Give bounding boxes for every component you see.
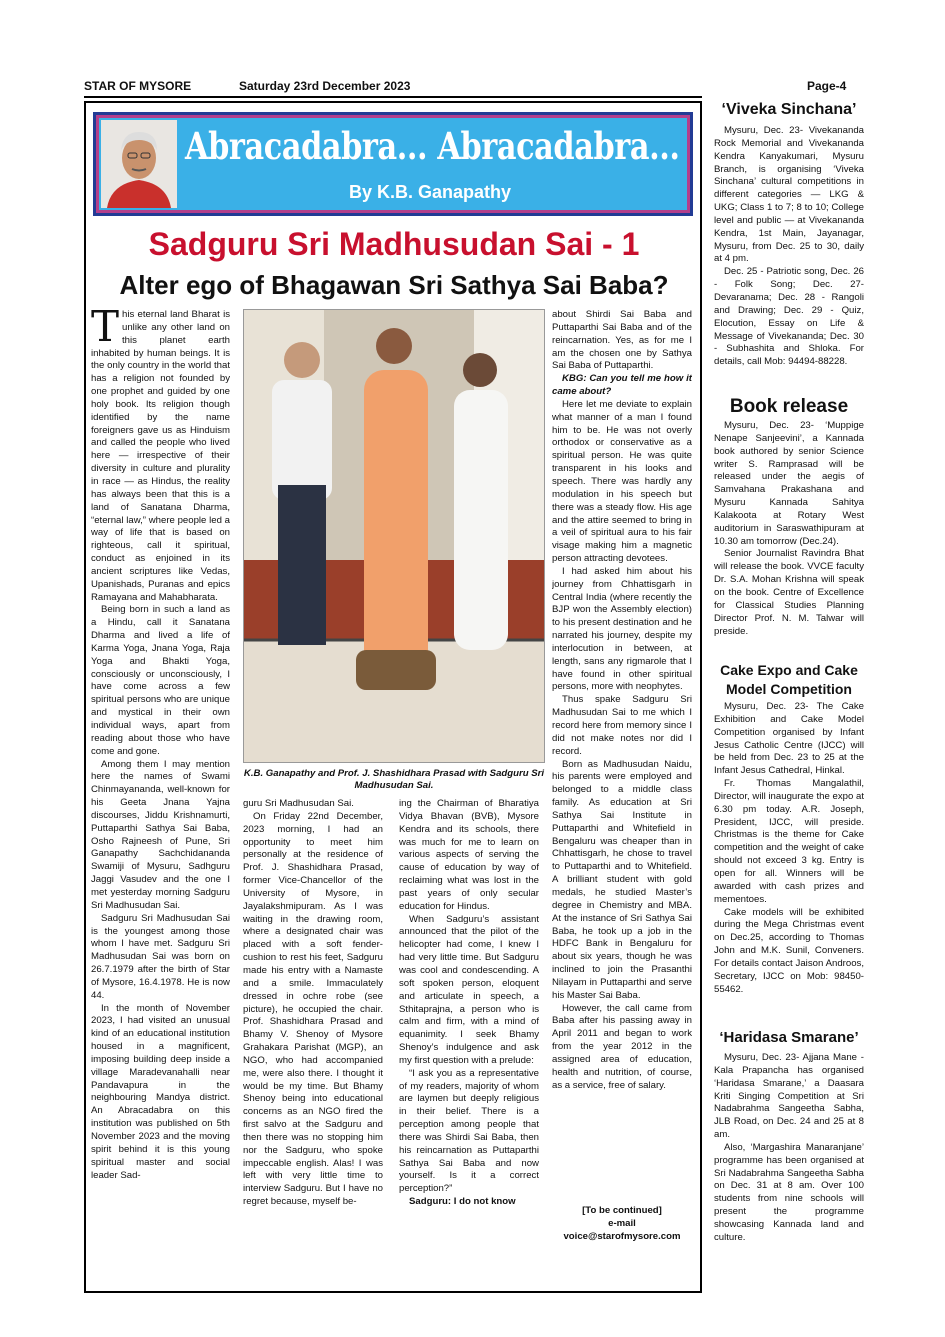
drop-cap: T [91, 309, 120, 351]
sidebar-paragraph: Fr. Thomas Mangalathil, Director, will inaugurate the expo at 6.30 pm today. A.R. Joseph, President, IJCC, will preside. Christmas is the theme for Cake competition and the weight of cake should not exceed 3 kg. Entry is open for all. Winners will be awarded with cash prizes and mementoes. [714, 778, 864, 905]
article-paragraph: ing the Chairman of Bharatiya Vidya Bhavan (BVB), Mysore Kendra and its schools, there was much for me to learn on various aspects of serving the cause of education by way of reclaiming what was lost in the past years of only secular education for Hindus. [399, 798, 539, 912]
page-number: Page-4 [807, 79, 847, 93]
article-paragraph: Being born in such a land as a Hindu, call it Sanatana Dharma and lived a life of Karma Yoga, Jnana Yoga, Raja Yoga and Bhakti Yoga, consciously or unconsciously, I have come across a few spiritual persons who are unique and mystical in their own individual ways, apart from reading about those who have come and gone. [91, 604, 230, 757]
article-column-2 [243, 798, 383, 1288]
article-subheadline: Alter ego of Bhagawan Sri Sathya Sai Baba? [119, 270, 669, 300]
columnist-photo [101, 120, 177, 208]
article-paragraph: Born as Madhusudan Naidu, his parents were employed and belonged to a middle class family. As education at Sri Sathya Sai Institute in Puttaparthi and Whitefield in Bengaluru was cheaper than in Chhattisgarh, he chose to travel to Puttaparthi and to Whitefield. A brilliant student with gold medals, he studied Master’s degree in Chemistry and MBA. At the instance of Sri Sathya Sai Baba, he took up a job in the HDFC Bank in Bengaluru for about six years, though he was inclined to join the Prasanthi Nilayam in Puttaparthi and serve his Master Sai Baba. [552, 758, 692, 1001]
issue-date: Saturday 23rd December 2023 [239, 79, 411, 93]
haridasa-story [714, 1052, 864, 1292]
article-paragraph: Sadguru: I do not know [409, 1196, 516, 1208]
photo-caption: K.B. Ganapathy and Prof. J. Shashidhara Prasad with Sadguru Sri Madhusudan Sai. [243, 768, 545, 791]
email-label: e-mail [608, 1217, 636, 1229]
viveka-story [714, 125, 864, 392]
email-address: voice@starofmysore.com [563, 1230, 681, 1242]
article-paragraph: about Shirdi Sai Baba and Puttaparthi Sai Baba and of the reincarnation. Yes, as for me I am the chosen one by Sathya Sai Baba of Puttaparthi. [552, 309, 692, 372]
article-paragraph: Sadguru Sri Madhusudan Sai is the youngest among those whom I have met. Sadguru Sri Madhusudan Sai was born on 26.7.1979 after the birth of Star of Mysore, 16.4.1978. He is now 44. [91, 912, 230, 1001]
article-paragraph: Thus spake Sadguru Sri Madhusudan Sai to me which I record here from memory since I did not make notes nor did I record. [552, 694, 692, 757]
article-paragraph: This eternal land Bharat is unlike any other land on this planet earth inhabited by human beings. It is the only country in the world that has a religion not founded by one prophet and guided by one holy book. Its religion though identified by the name foreigners gave us as Hinduism and called the people who lived here — irrespective of their diversity in culture and plurality in race — as Hindus, the reality has always been that this is a land of Sanatana Dharma, “eternal law,” where people led a way of life that is based on righteous, call it spiritual, conduct as enjoined in its ancient scriptures like Vedas, Upanishads, Puranas and epics Ramayana and Mahabharata. [91, 309, 230, 603]
article-paragraph: Among them I may mention here the names of Swami Chinmayananda, well-known for his Geeta Jnana Yajna discourses, Jiddu Krishnamurti, Puttaparthi Sathya Sai Baba, Osho Rajneesh of Pune, Sri Ganapathy Sachchidananda Swamiji of Mysuru, Sadhguru Jaggi Vasudev and the one I met yesterday morning Sadguru Sri Madhusudan Sai. [91, 758, 230, 911]
sidebar-paragraph: Mysuru, Dec. 23- ‘Muppige Nenape Sanjeevini’, a Kannada book authored by senior Science writer S. Ramprasad will be released under the aegis of Samvahana Prakashana and Mysuru Kannada Sahitya Kalakoota at Rotary West auditorium in Saraswathipuram at 10.30 am tomorrow (Dec.24). [714, 420, 864, 547]
article-paragraph: When Sadguru’s assistant announced that the pilot of the helicopter had come, I knew I had very little time. But Sadguru was cool and condescending. A soft spoken person, eloquent and articulate in speech, a Sthitaprajna, a person who is calm and firm, with a mind of equanimity. I seek Bhamy Shenoy’s indulgence and ask my first question with a prelude: [399, 913, 539, 1066]
article-paragraph: Here let me deviate to explain what manner of a man I found him to be. He was not overly orthodox or conservative as a spiritual person. He was quite transparent in his looks and speech. There was hardly any modulation in his speech but there was a steady flow. His age and the attire seemed to bring in a veil of spiritual aura to his fair visage making him a magnetic person attracting devotees. [552, 398, 692, 565]
page-header [84, 79, 854, 95]
sidebar-paragraph: Dec. 25 - Patriotic song, Dec. 26 - Folk Song; Dec. 27- Devaranama; Dec. 28 - Rangoli and Drawing; Dec. 29 - Quiz, Elocution, Essay on Life & Message of Vivekananda; Dec. 30 - Subhashita and Shloka. For details, call Mob: 94494-88228. [714, 266, 864, 368]
cake-heading: Cake Expo and Cake Model Competition [720, 662, 858, 697]
viveka-heading: ‘Viveka Sinchana’ [721, 101, 857, 118]
column-byline: By K.B. Ganapathy [349, 182, 512, 202]
article-column-1 [91, 309, 230, 1289]
column-title: Abracadabra... Abracadabra... [185, 124, 680, 168]
sidebar-paragraph: Mysuru, Dec. 23- Vivekananda Rock Memorial and Vivekananda Kendra Kanyakumari, Mysuru Branch, is organising ‘Viveka Sinchana’ cultural competitions in different categories — LKG & UKG; Class 1 to 7; 8 to 10; College level and public — at Vivekananda Kendra, 1st Main, Jayanagar, Mysuru, from Dec. 25 to 30, daily at 4 pm. [714, 125, 864, 265]
sidebar-paragraph: Senior Journalist Ravindra Bhat will release the book. VVCE faculty Dr. S.A. Mohan Krishna will speak on the book. Centre of Excellence for Classical Studies Planning Director Prof. N. M. Talwar will preside. [714, 548, 864, 637]
article-headline: Sadguru Sri Madhusudan Sai - 1 [148, 226, 640, 262]
sidebar-paragraph: Mysuru, Dec. 23- Ajjana Mane - Kala Prapancha has organised ‘Haridasa Smarane,’ a Daasara Kriti Singing Competition at Sri Nadabrahma Sangeetha Sabha, JLB Road, on Dec. 24 and 25 at 8 am. [714, 1052, 864, 1141]
book-heading: Book release [729, 396, 849, 417]
article-paragraph: However, the call came from Baba after his passing away in April 2011 and began to work from the year 2012 in the assigned area of education, health and nutrition, of course, as a service, free of salary. [552, 1002, 692, 1091]
article-photo [243, 309, 545, 763]
article-paragraph: I had asked him about his journey from Chhattisgarh in Central India (where recently the BJP won the Assembly election) to his present destination and he narrated his journey, despite my interlocution in between, at length, sans any rigmarole that I have found in other spiritual persons, more with neophytes. [552, 565, 692, 693]
article-paragraph: On Friday 22nd December, 2023 morning, I had an opportunity to meet him personally at the residence of Prof. J. Shashidhara Prasad, former Vice-Chancellor of the University of Mysore, in Jayalakshmipuram. As I was waiting in the drawing room, where a designated chair was placed with a soft fender-cushion to rest his feet, Sadguru made his entry with a Namaste and a smile. Immaculately dressed in ochre robe (see picture), he occupied the chair. Prof. Shashidhara Prasad and Bhamy V. Shenoy of Mysore Grahakara Parishat (MGP), an NGO, who had accompanied me, were also there. I thought it would be my time. But Bhamy Shenoy being into educational concerns as an NGO fired the first salvo at the Sadguru and then there was no stopping him nor the Sadguru, who spoke impeccable english. Alas! I was left with very little time to interview Sadguru. But I have no regret because, myself be- [243, 810, 383, 1208]
book-story [714, 420, 864, 658]
article-column-3 [399, 798, 539, 1288]
publication-name: STAR OF MYSORE [84, 79, 192, 93]
article-column-4 [552, 309, 692, 1249]
header-rule [84, 96, 702, 98]
article-paragraph: “I ask you as a representative of my readers, majority of whom are laymen but deeply religious in their belief. There is a perception among people that there was Shirdi Sai Baba, then his reincarnation as Puttaparthi Sathya Sai Baba and now yourself. Is it a correct perception?” [399, 1067, 539, 1195]
article-paragraph: In the month of November 2023, I had visited an unusual kind of an educational institution housed in a magnificent, imposing building deep inside a village Maradevanahalli near Pandavapura in the neighbouring Mandya district. An Abracadabra on this institution was published on 5th November 2023 and the moving spirit behind it is this young spiritual master and social leader Sad- [91, 1002, 230, 1181]
article-footer [552, 1205, 692, 1251]
sidebar-paragraph: Mysuru, Dec. 23- The Cake Exhibition and Cake Model Competition organised by Infant Jesus Catholic Centre (IJCC) will be held from Dec. 23 to 25 at the Infant Jesus Cathedral, Hinkal. [714, 701, 864, 777]
sidebar-paragraph: Also, ‘Margashira Manaranjane’ programme has been organised at Sri Nadabrahma Sangeetha Sabha on Dec. 31 at 8 am. Over 100 students from nine schools will present the programme showcasing Kannada land and culture. [714, 1141, 864, 1243]
continued-note: [To be continued] [582, 1205, 662, 1216]
cake-story [714, 701, 864, 1023]
article-paragraph: KBG: Can you tell me how it came about? [552, 373, 692, 398]
haridasa-heading: ‘Haridasa Smarane’ [719, 1029, 859, 1046]
article-paragraph: guru Sri Madhusudan Sai. [243, 798, 354, 809]
sidebar-paragraph: Cake models will be exhibited during the Mega Christmas event on Dec.25, according to Thomas John and M.K. Sunil, Conveners. For details contact Jaison Androos, Secretary, IJCC on Mob: 98450-55462. [714, 906, 864, 995]
column-banner [93, 112, 693, 216]
